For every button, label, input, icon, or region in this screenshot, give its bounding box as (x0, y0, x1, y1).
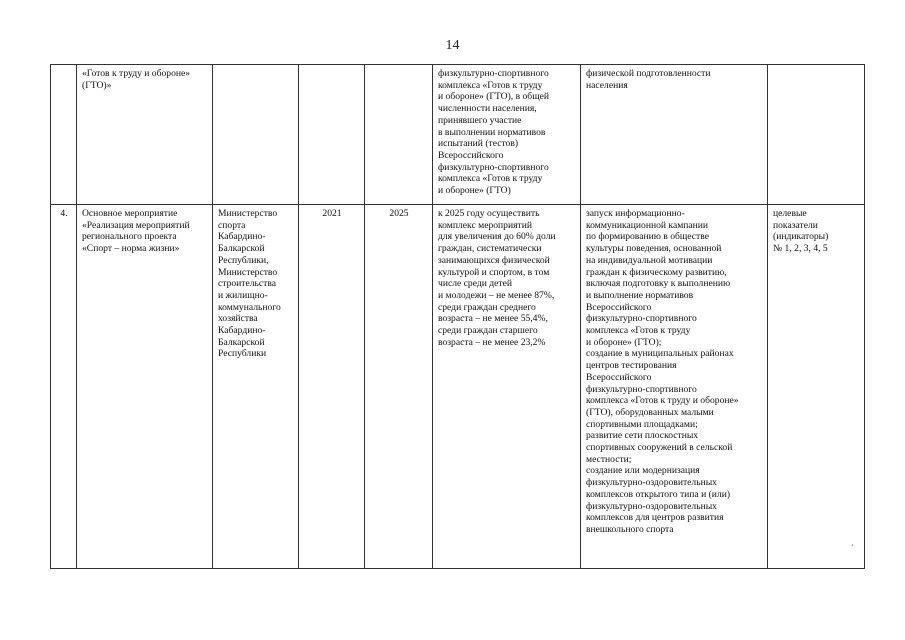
cell-text-line: среди граждан среднего (438, 301, 536, 313)
cell-indicators (768, 65, 865, 205)
cell-num: 4. (51, 205, 77, 569)
cell-text-line: хозяйства (218, 313, 258, 325)
cell-text-line: граждан к физическому развитию, (586, 266, 727, 278)
cell-text-line: физкультурно-спортивного (438, 68, 549, 79)
cell-text-line: (ГТО), оборудованных малыми (586, 406, 714, 418)
cell-event (77, 205, 213, 569)
cell-text-line: «Спорт – норма жизни» (82, 243, 180, 255)
cell-text-line: комплекса «Готов к труду (438, 79, 543, 91)
program-events-table (50, 64, 865, 569)
cell-text-line: целевые (773, 208, 807, 219)
cell-text-line: возраста – не менее 55,4%, (438, 313, 548, 325)
cell-text-line: в выполнении нормативов (438, 126, 546, 138)
cell-text-line: населения (586, 79, 628, 91)
cell-text-line: испытаний (тестов) (438, 138, 519, 150)
cell-responsible (213, 65, 299, 205)
cell-text-line: Всероссийского (586, 371, 652, 383)
cell-text-line: (ГТО)» (82, 79, 112, 91)
cell-text-line: развитие сети плоскостных (586, 430, 699, 442)
cell-text-line: физкультурно-оздоровительных (586, 500, 717, 512)
cell-text-line: и жилищно- (218, 289, 268, 301)
cell-text-line: для увеличения до 60% доли (438, 231, 556, 243)
cell-text-line: физкультурно-спортивного (586, 383, 697, 395)
cell-text-line: граждан, систематически (438, 243, 542, 255)
cell-text-line: Республики, (218, 254, 269, 266)
cell-text-line: коммунального (218, 301, 281, 313)
cell-text-line: спортивными площадками; (586, 418, 698, 430)
cell-text-line: к 2025 году осуществить (438, 208, 540, 219)
cell-text-line: (индикаторы) (773, 231, 829, 243)
cell-text-line: Основное мероприятие (82, 208, 178, 219)
cell-text-line: комплексов для центров развития (586, 512, 724, 524)
cell-text-line: Министерство (218, 266, 278, 278)
cell-text-line: и обороне» (ГТО) (438, 185, 511, 197)
cell-text-line: и обороне» (ГТО), в общей (438, 91, 549, 103)
cell-text-line: Балкарской (218, 243, 265, 255)
cell-text-line: культурой и спортом, в том (438, 266, 550, 278)
cell-text-line: Республики (218, 348, 267, 360)
cell-indicators (768, 205, 865, 569)
cell-text-line: комплекса «Готов к труду (586, 325, 691, 337)
cell-text-line: физической подготовленности (586, 68, 711, 79)
cell-text-line: занимающихся физической (438, 254, 550, 266)
cell-expected-result (433, 65, 581, 205)
cell-end-year (365, 65, 433, 205)
cell-text-line: спорта (218, 219, 246, 231)
cell-text-line: числе среди детей (438, 278, 512, 290)
cell-start-year: 2021 (299, 205, 365, 569)
cell-text-line: создание в муниципальных районах (586, 348, 734, 360)
page-number: 14 (445, 38, 460, 53)
cell-text-line: «Готов к труду и обороне» (82, 68, 191, 79)
cell-text-line: создание или модернизация (586, 465, 700, 477)
cell-text-line: включая подготовку к выполнению (586, 278, 731, 290)
table-row-continuation (51, 65, 865, 205)
cell-text-line: среди граждан старшего (438, 325, 538, 337)
cell-text-line: Всероссийского (586, 301, 652, 313)
cell-text-line: Кабардино- (218, 325, 266, 337)
cell-text-line: культуры поведения, основанной (586, 243, 722, 255)
cell-text-line: комплекса «Готов к труду и обороне» (586, 395, 739, 407)
cell-text-line: физкультурно-оздоровительных (586, 477, 717, 489)
cell-text-line: запуск информационно- (586, 208, 685, 219)
cell-text-line: на индивидуальной мотивации (586, 254, 713, 266)
cell-text-line: по формированию в обществе (586, 231, 709, 243)
cell-text-line: комплекса «Готов к труду (438, 173, 543, 185)
cell-main-directions (581, 65, 768, 205)
scan-speck: ، (851, 539, 854, 548)
cell-text-line: местности; (586, 453, 632, 465)
cell-expected-result (433, 205, 581, 569)
cell-main-directions (581, 205, 768, 569)
cell-end-year: 2025 (365, 205, 433, 569)
cell-text-line: Министерство (218, 208, 278, 219)
cell-text-line: «Реализация мероприятий (82, 219, 190, 231)
cell-text-line: центров тестирования (586, 360, 677, 372)
cell-text-line: комплексов открытого типа и (или) (586, 488, 731, 500)
cell-text-line: показатели (773, 219, 818, 231)
cell-text-line: комплекс мероприятий (438, 219, 532, 231)
cell-event (77, 65, 213, 205)
cell-text-line: принявшего участие (438, 114, 522, 126)
cell-text-line: спортивных сооружений в сельской (586, 442, 733, 454)
cell-text-line: внешкольного спорта (586, 523, 674, 535)
cell-text-line: Балкарской (218, 336, 265, 348)
cell-text-line: возраста – не менее 23,2% (438, 336, 546, 348)
cell-text-line: физкультурно-спортивного (586, 313, 697, 325)
cell-responsible (213, 205, 299, 569)
cell-start-year (299, 65, 365, 205)
cell-num (51, 65, 77, 205)
cell-text-line: и выполнение нормативов (586, 289, 694, 301)
cell-text-line: физкультурно-спортивного (438, 161, 549, 173)
cell-text-line: и молодежи – не менее 87%, (438, 289, 555, 301)
table-row-4 (51, 205, 865, 569)
cell-text-line: строительства (218, 278, 277, 290)
cell-text-line: численности населения, (438, 103, 537, 115)
cell-text-line: Кабардино- (218, 231, 266, 243)
cell-text-line: № 1, 2, 3, 4, 5 (773, 243, 828, 255)
cell-text-line: и обороне» (ГТО); (586, 336, 662, 348)
cell-text-line: Всероссийского (438, 149, 504, 161)
cell-text-line: коммуникационной кампании (586, 219, 709, 231)
cell-text-line: регионального проекта (82, 231, 177, 243)
